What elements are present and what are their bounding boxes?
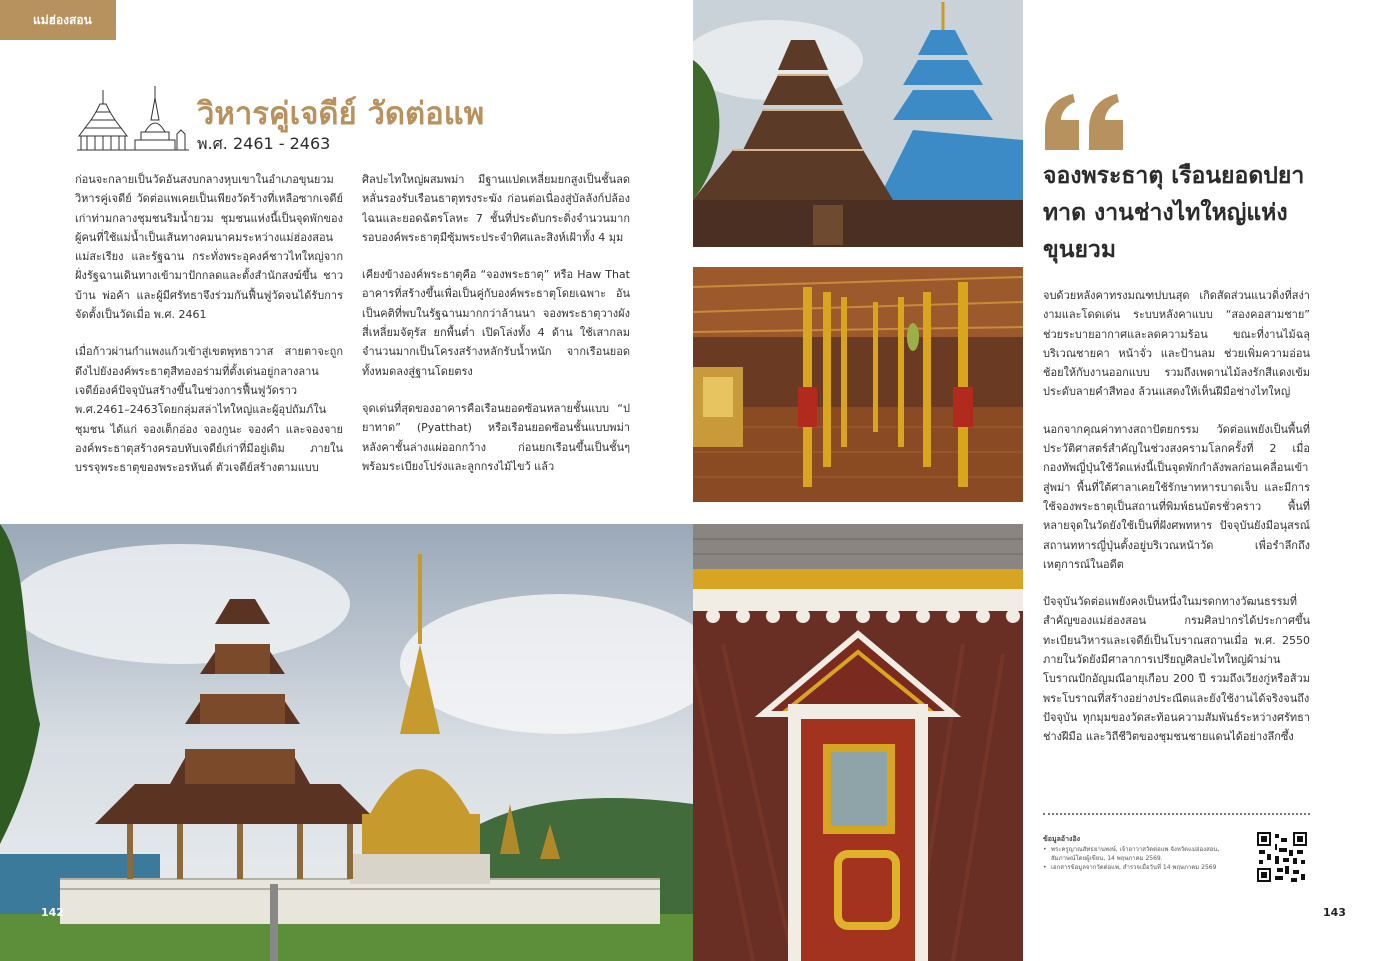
paragraph: ศิลปะไทใหญ่ผสมพม่า มีฐานแปดเหลี่ยมยกสูงเป็นชั้นลดหลั่นรองรับเรือนธาตุทรงระฆัง ก่อนต่อเนื่องสู่บัลลังก์ปล้องไฉนและยอดฉัตรโลหะ 7 ชั้นที่ประดับกระดิ่งจำนวนมาก รอบองค์พระธาตุมีซุ้มพระประจำทิศและสิงห์เฝ้าทั้ง 4 มุม [362, 173, 630, 244]
body-column-2 [362, 170, 630, 500]
paragraph: เคียงข้างองค์พระธาตุคือ “จองพระธาตุ” หรือ Haw That อาคารที่สร้างขึ้นเพื่อเป็นคู่กับองค์พระธาตุโดยเฉพาะ อันเป็นคติที่พบในรัฐฉานมากกว่าล้านนา จองพระธาตุวางผังสี่เหลี่ยมจัตุรัส ยกพื้นต่ำ เปิดโล่งทั้ง 4 ด้าน ใช้เสากลมจำนวนมากเป็นโครงสร้างหลักรับน้ำหนัก จากเรือนยอดทั้งหมดลงสู่ฐานโดยตรง [362, 268, 630, 378]
interior-hall-photo [693, 267, 1023, 502]
divider [1043, 813, 1310, 815]
reference-item: • เอกสารข้อมูลจากวัดต่อแพ, สำรวจเมื่อวันที่ 14 พฤษภาคม 2569 [1043, 863, 1243, 872]
quote-marks-icon [1043, 94, 1125, 152]
paragraph: ก่อนจะกลายเป็นวัดอันสงบกลางหุบเขาในอำเภอขุนยวม วิหารคู่เจดีย์ วัดต่อแพเคยเป็นเพียงวัดร้างที่เหลือซากเจดีย์เก่าท่ามกลางชุมชนริมน้ำยวม ชุมชนแห่งนี้เป็นจุดพักของผู้คนที่ใช้แม่น้ำเป็นเส้นทางคมนาคมระหว่างแม่ฮ่องสอน แม่สะเรียง และรัฐฉาน กระทั่งพระอุคงค์ชาวไทใหญ่จากฝั่งรัฐฉานเดินทางเข้ามาปักกลดและตั้งสำนักสงฆ์ขึ้น ชาวบ้าน พ่อค้า และผู้มีศรัทธาจึงร่วมกันฟื้นฟูวัดจนได้รับการจัดตั้งเป็นวัดเมื่อ พ.ศ. 2461 [75, 173, 343, 322]
page-title: วิหารคู่เจดีย์ วัดต่อแพ [197, 96, 485, 132]
pyatthat-roof-photo [693, 0, 1023, 247]
pull-quote-headline: จองพระธาตุ เรือนยอดปยาทาด งานช่างไทใหญ่แห่งขุนยวม [1043, 163, 1305, 263]
page-number-left: 142 [41, 906, 64, 919]
page-subtitle: พ.ศ. 2461 - 2463 [197, 134, 331, 153]
page-number-right: 143 [1323, 906, 1346, 919]
qr-code-icon[interactable] [1257, 832, 1307, 882]
paragraph: จบด้วยหลังคาทรงมณฑปบนสุด เกิดสัดส่วนแนวดิ่งที่สง่างามและโดดเด่น ระบบหลังคาแบบ “สองคอสามชาย” ช่วยระบายอากาศและลดความร้อน ขณะที่งานไม้ฉลุบริเวณชายคา หน้าจั่ว และป้านลม ช่วยเพิ่มความอ่อนช้อยให้กับงานออกแบบ รวมถึงเพดานไม้ลงรักสีแดงเข้มประดับลายคำสีทอง ล้วนแสดงให้เห็นฝีมือช่างไทใหญ่ [1043, 289, 1310, 399]
references-title: ข้อมูลอ้างอิง [1043, 835, 1081, 843]
reference-item: • พระครูญาณสัทธยานพงษ์, เจ้าอาวาสวัดต่อแพ จังหวัดแม่ฮ่องสอน, สัมภาษณ์โดยผู้เขียน, 14 พฤษภาคม 2569. [1043, 845, 1243, 863]
paragraph: จุดเด่นที่สุดของอาคารคือเรือนยอดซ้อนหลายชั้นแบบ “ปยาทาด” (Pyatthat) หรือเรือนยอดซ้อนชั้นแบบพม่า หลังคาชั้นล่างแผ่ออกกว้าง ก่อนยกเรือนขึ้นเป็นชั้นๆ พร้อมระเบียงโปร่งและลูกกรงไม้ไขว้ แล้ว [362, 401, 630, 473]
paragraph: นอกจากคุณค่าทางสถาปัตยกรรม วัดต่อแพยังเป็นพื้นที่ประวัติศาสตร์สำคัญในช่วงสงครามโลกครั้งที่ 2 เมื่อกองทัพญี่ปุ่นใช้วัดแห่งนี้เป็นจุดพักกำลังพลก่อนเคลื่อนเข้าสู่พม่า พื้นที่ใต้ศาลาเคยใช้รักษาทหารบาดเจ็บ และมีการใช้จองพระธาตุเป็นสถานที่พิมพ์ธนบัตรชั่วคราว พื้นที่หลายจุดในวัดยังใช้เป็นที่ฝังศพทหาร ปัจจุบันยังมีอนุสรณ์สถานทหารญี่ปุ่นตั้งอยู่บริเวณหน้าวัด เพื่อรำลึกถึงเหตุการณ์ในอดีต [1043, 422, 1310, 571]
section-tag: แม่ฮ่องสอน [0, 0, 116, 40]
temple-photo-main [0, 524, 693, 961]
temple-drawing-icon [75, 84, 191, 154]
body-column-1 [75, 170, 343, 500]
references-list [1043, 845, 1243, 872]
carved-window-photo [693, 524, 1023, 961]
title-block [75, 80, 595, 156]
body-column-3 [1043, 286, 1310, 796]
paragraph: เมื่อก้าวผ่านกำแพงแก้วเข้าสู่เขตพุทธาวาส สายตาจะถูกดึงไปยังองค์พระธาตุสีทองอร่ามที่ตั้งเด่นอยู่กลางลาน เจดีย์องค์ปัจจุบันสร้างขึ้นในช่วงการฟื้นฟูวัดราว พ.ศ.2461–2463โดยกลุ่มสล่าไทใหญ่และผู้อุปถัมภ์ในชุมชน ได้แก่ จองเต็กอ่อง จองกูนะ จองคำ และจองจาย องค์พระธาตุสร้างครอบทับเจดีย์เก่าที่มีอยู่เดิม ภายในบรรจุพระธาตุของพระอรหันต์ ตัวเจดีย์สร้างตามแบบ [75, 345, 343, 475]
paragraph: ปัจจุบันวัดต่อแพยังคงเป็นหนึ่งในมรดกทางวัฒนธรรมที่สำคัญของแม่ฮ่องสอน กรมศิลปากรได้ประกาศขึ้นทะเบียนวิหารและเจดีย์เป็นโบราณสถานเมื่อ พ.ศ. 2550 ภายในวัดยังมีศาลาการเปรียญศิลปะไทใหญ่ผ้าม่านโบราณปักอัญมณีอายุเกือบ 200 ปี รวมถึงเวียงกู่หรือส้วมพระโบราณที่สร้างอย่างประณีตและยังใช้งานได้จริงจนถึงปัจจุบัน ทุกมุมของวัดสะท้อนความสัมพันธ์ระหว่างศรัทธา ช่างฝีมือ และวิถีชีวิตของชุมชนชายแดนได้อย่างลึกซึ้ง [1043, 595, 1310, 744]
